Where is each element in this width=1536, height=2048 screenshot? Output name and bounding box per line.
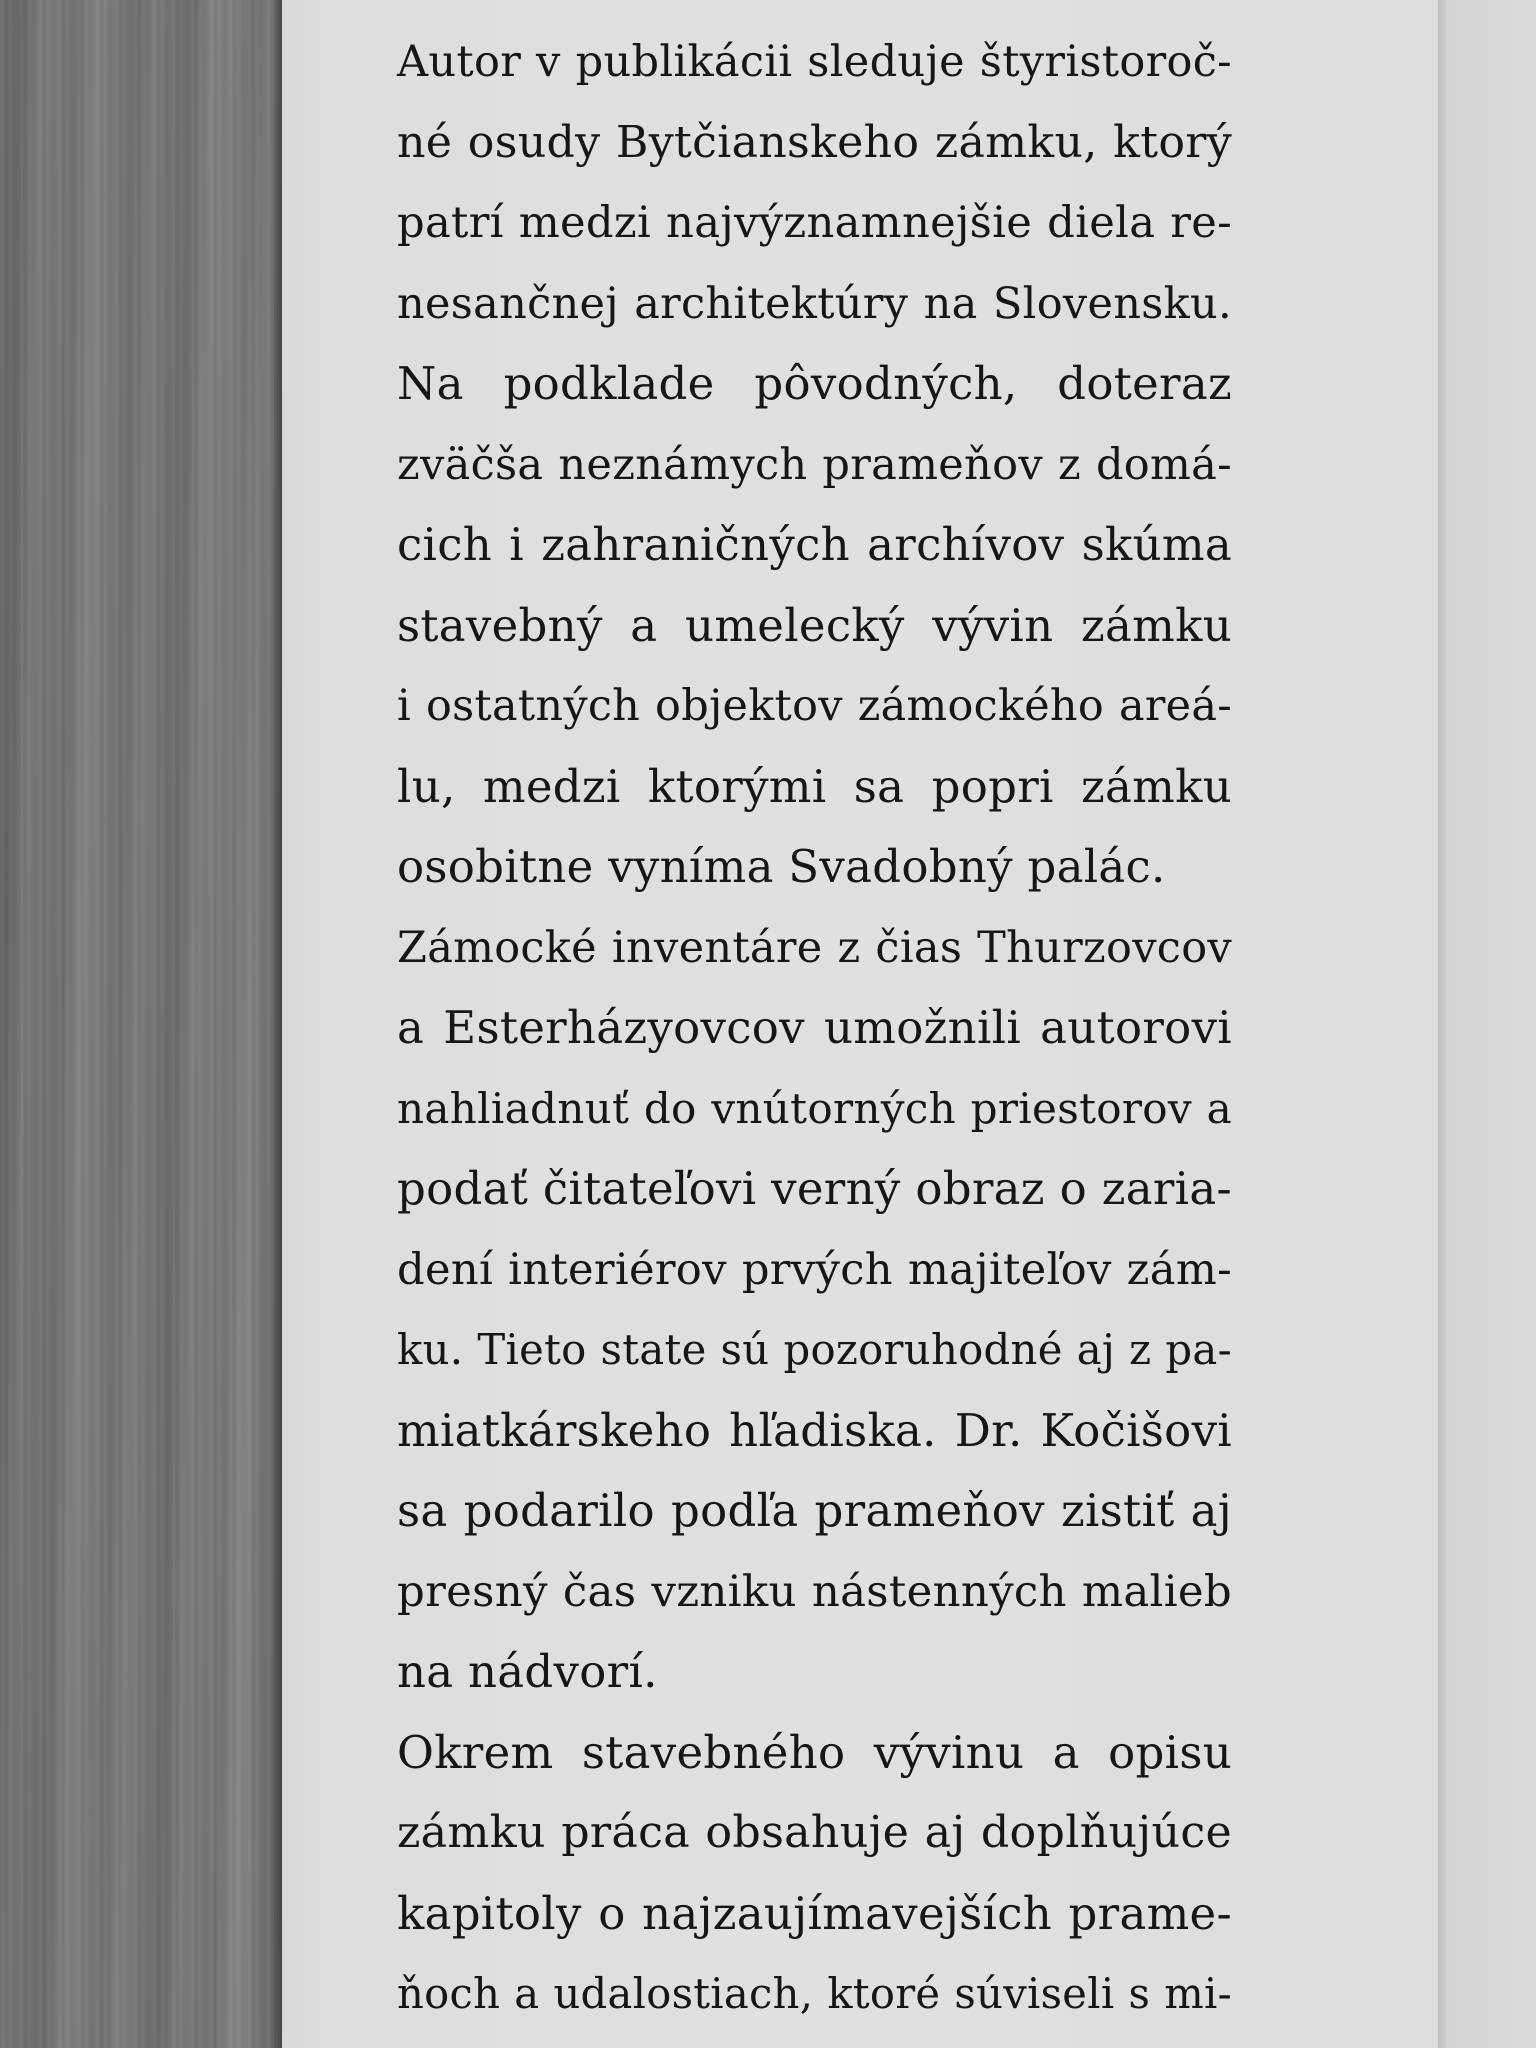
text-line: dení interiérov prvých majiteľov zám- bbox=[397, 1244, 1232, 1295]
text-line: miatkárskeho hľadiska. Dr. Kočišovi bbox=[397, 1403, 1232, 1457]
text-line: Autor v publikácii sleduje štyristoroč- bbox=[397, 37, 1232, 87]
text-line: zámku práca obsahuje aj doplňujúce bbox=[397, 1807, 1232, 1858]
text-line: né osudy Bytčianskeho zámku, ktorý bbox=[397, 116, 1232, 168]
text-line: patrí medzi najvýznamnejšie diela re- bbox=[397, 198, 1232, 248]
text-line: ňoch a udalostiach, ktoré súviseli s mi- bbox=[397, 1969, 1232, 2018]
text-line: cich i zahraničných archívov skúma bbox=[397, 518, 1232, 571]
paragraph-3 bbox=[397, 1713, 1232, 2035]
text-line: i ostatných objektov zámockého areá- bbox=[397, 681, 1232, 731]
text-line: stavebný a umelecký vývin zámku bbox=[397, 598, 1232, 652]
wooden-surface bbox=[0, 0, 282, 2048]
text-line: podať čitateľovi verný obraz o zaria- bbox=[397, 1162, 1232, 1215]
text-line: zväčša neznámych prameňov z domá- bbox=[397, 439, 1232, 490]
text-line: presný čas vzniku nástenných malieb bbox=[397, 1566, 1232, 1617]
text-line: a Esterházyovcov umožnili autorovi bbox=[397, 1001, 1232, 1054]
text-line: kapitoly o najzaujímavejších prame- bbox=[397, 1886, 1232, 1940]
text-line: Na podklade pôvodných, doteraz bbox=[397, 357, 1232, 410]
text-line: osobitne vyníma Svadobný palác. bbox=[397, 840, 1166, 893]
paragraph-2 bbox=[397, 908, 1232, 1713]
text-line: Zámocké inventáre z čias Thurzovcov bbox=[397, 922, 1232, 973]
text-line: ku. Tieto state sú pozoruhodné aj z pa- bbox=[397, 1325, 1232, 1374]
text-line: na nádvorí. bbox=[397, 1645, 658, 1698]
body-text bbox=[397, 22, 1232, 2035]
text-line: sa podarilo podľa prameňov zistiť aj bbox=[397, 1484, 1232, 1537]
paragraph-1 bbox=[397, 22, 1232, 908]
text-line: Okrem stavebného vývinu a opisu bbox=[397, 1725, 1232, 1779]
text-line: nahliadnuť do vnútorných priestorov a bbox=[397, 1083, 1232, 1133]
text-line: lu, medzi ktorými sa popri zámku bbox=[397, 759, 1232, 813]
underlying-page bbox=[1446, 0, 1536, 2048]
text-line: nesančnej architektúry na Slovensku. bbox=[397, 278, 1232, 329]
